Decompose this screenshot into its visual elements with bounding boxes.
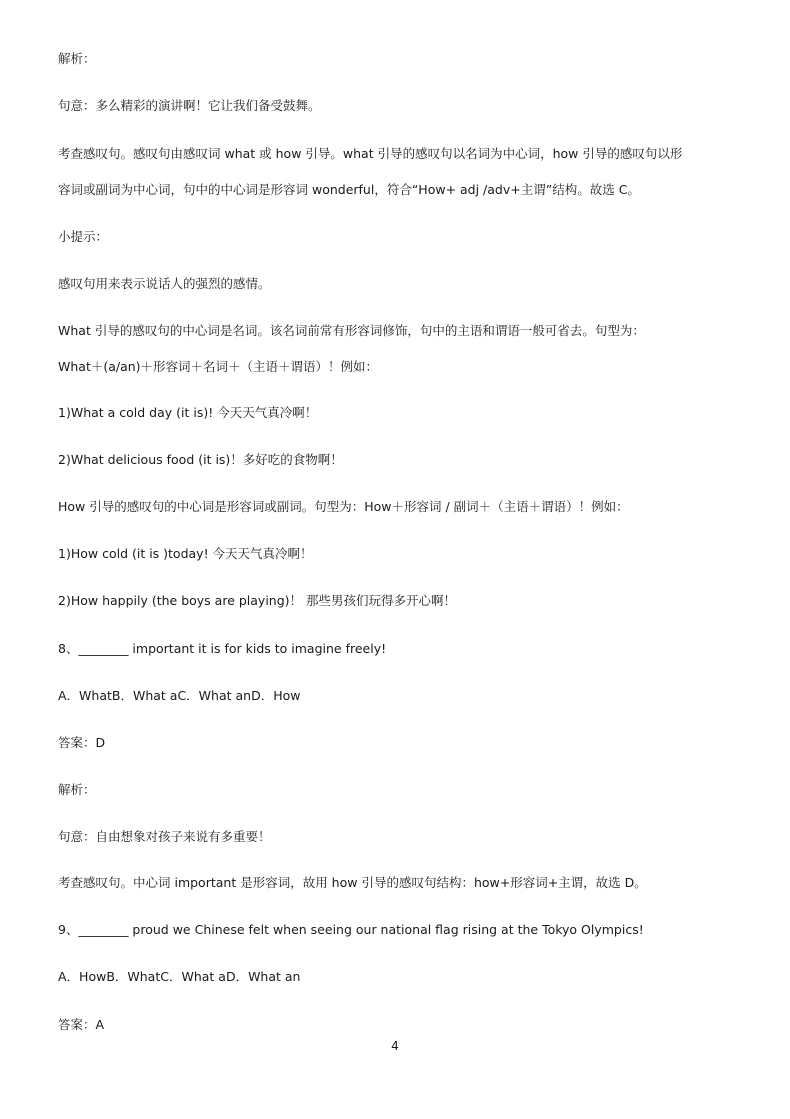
tip-text: 感叹句用来表示说话人的强烈的感情。 — [58, 276, 271, 291]
analysis-heading-2: 解析： — [58, 782, 96, 797]
sentence-meaning: 句意：多么精彩的演讲啊！它让我们备受鼓舞。 — [58, 98, 321, 113]
question-8-answer: 答案：D — [58, 735, 106, 750]
question-9-answer: 答案：A — [58, 1017, 105, 1032]
how-example-1: 1)How cold (it is )today! 今天天气真冷啊！ — [58, 546, 313, 561]
explanation-2: 考查感叹句。中心词 important 是形容词，故用 how 引导的感叹句结构：how+形容词+主谓，故选 D。 — [58, 875, 647, 890]
question-9: 9、________ proud we Chinese felt when seeing our national flag rising at the Tokyo Olympics! — [58, 922, 644, 937]
question-9-options: A．HowB．WhatC．What aD．What an — [58, 969, 301, 984]
explanation-line-1: 考查感叹句。感叹句由感叹词 what 或 how 引导。what 引导的感叹句以名词为中心词，how 引导的感叹句以形 — [58, 146, 683, 161]
what-example-2: 2)What delicious food (it is)！多好吃的食物啊！ — [58, 452, 343, 467]
explanation-line-2: 容词或副词为中心词，句中的中心词是形容词 wonderful，符合“How+ adj /adv+主谓”结构。故选 C。 — [58, 182, 640, 197]
page-number: 4 — [391, 1039, 399, 1053]
how-example-2: 2)How happily (the boys are playing)！ 那些男孩们玩得多开心啊！ — [58, 593, 457, 608]
how-rule: How 引导的感叹句的中心词是形容词或副词。句型为：How＋形容词 / 副词＋（主语＋谓语）！例如： — [58, 499, 629, 514]
analysis-heading: 解析： — [58, 51, 96, 66]
tip-heading: 小提示： — [58, 229, 109, 244]
sentence-meaning-2: 句意：自由想象对孩子来说有多重要！ — [58, 829, 271, 844]
what-example-1: 1)What a cold day (it is)! 今天天气真冷啊！ — [58, 405, 318, 420]
question-8: 8、________ important it is for kids to imagine freely! — [58, 641, 387, 656]
question-8-options: A．WhatB．What aC．What anD．How — [58, 688, 301, 703]
what-rule: What 引导的感叹句的中心词是名词。该名词前常有形容词修饰，句中的主语和谓语一般可省去。句型为： — [58, 323, 645, 338]
what-pattern: What＋(a/an)＋形容词＋名词＋（主语＋谓语）！例如： — [58, 359, 379, 374]
